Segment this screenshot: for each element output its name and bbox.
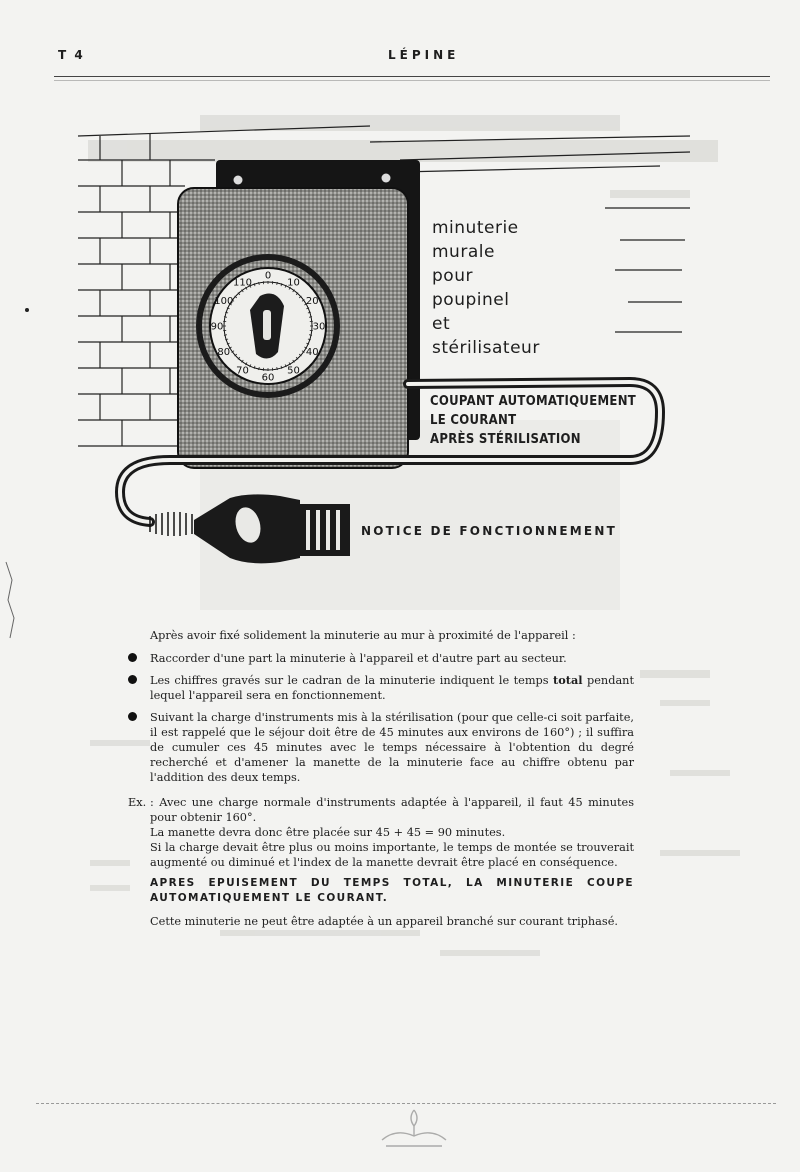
bullet-icon — [128, 675, 137, 684]
page-header — [58, 46, 744, 70]
caption-line: et — [432, 314, 451, 334]
caption-line: stérilisateur — [432, 338, 540, 358]
dial-number: 30 — [312, 321, 326, 333]
example-text: La manette devra donc être placée sur 45 + 45 = 90 minutes. — [150, 826, 506, 839]
warning-caps: APRES EPUISEMENT DU TEMPS TOTAL, LA MINUTERIE COUPE AUTOMATIQUEMENT LE COURANT. — [150, 877, 634, 904]
caption-line: murale — [432, 242, 495, 262]
header-rule — [54, 76, 770, 77]
header-rule-secondary — [54, 80, 770, 81]
closing-note: Cette minuterie ne peut être adaptée à un appareil branché sur courant triphasé. — [150, 915, 618, 928]
dial-number: 90 — [210, 321, 224, 333]
dial-number: 20 — [305, 296, 319, 307]
margin-scribble — [4, 560, 22, 640]
dial-number: 50 — [287, 365, 300, 377]
illustration-caption — [432, 216, 540, 360]
instruction-text: Raccorder d'une part la minuterie à l'appareil et d'autre part au secteur. — [150, 652, 567, 665]
dial-number: 40 — [305, 347, 319, 358]
example-label: Ex. — [128, 796, 147, 809]
example-text: : Avec une charge normale d'instruments adaptée à l'appareil, il faut 45 minutes pour obtenir 160°. — [150, 796, 634, 824]
dial-number: 100 — [214, 296, 234, 307]
bullet-icon — [128, 712, 137, 721]
dial-number: 60 — [261, 372, 275, 384]
instruction-item — [150, 710, 634, 785]
example-text: Si la charge devait être plus ou moins importante, le temps de montée se trouverait augmenté ou diminué et l'index de la manette devrait être placé en conséquence. — [150, 841, 634, 869]
intro-paragraph: Après avoir fixé solidement la minuterie au mur à proximité de l'appareil : — [150, 629, 576, 642]
cutting-line: COUPANT AUTOMATIQUEMENT — [430, 394, 637, 409]
brand-name: LÉPINE — [388, 48, 460, 62]
instruction-text — [150, 673, 634, 703]
dial-number: 10 — [287, 277, 300, 289]
instruction-text-part: pendant lequel l'appareil sera en fonctionnement. — [150, 674, 634, 702]
example-block — [128, 795, 634, 870]
caption-line: minuterie — [432, 218, 519, 238]
cutting-line: APRÈS STÉRILISATION — [430, 432, 581, 447]
notice-title: NOTICE DE FONCTIONNEMENT — [361, 524, 617, 538]
dial-number: 110 — [232, 277, 253, 289]
bullet-icon — [128, 653, 137, 662]
cutting-power-note — [430, 392, 636, 449]
dial-number: 80 — [217, 347, 231, 358]
page-code: T 4 — [58, 48, 85, 62]
instruction-text-part: Les chiffres gravés sur le cadran de la minuterie indiquent le temps — [150, 674, 553, 687]
caption-line: pour — [432, 266, 473, 286]
margin-dot — [25, 308, 29, 312]
publisher-emblem — [376, 1106, 452, 1150]
instructions-body — [128, 628, 634, 929]
instruction-text: Suivant la charge d'instruments mis à la stérilisation (pour que celle-ci soit parfaite, il est rappelé que le séjour doit être de 45 minutes aux environs de 160°) ; il suffira de cumuler ces 45 minutes avec le temps nécessaire à l'obtention du degré recherché et d'amener la manette de la minuterie face au chiffre obtenu par l'addition des deux temps. — [150, 711, 634, 784]
footer-rule — [36, 1103, 776, 1104]
dial-number: 0 — [264, 270, 272, 282]
timer-illustration — [70, 120, 690, 590]
dial-number: 70 — [236, 365, 249, 377]
instruction-item — [150, 651, 634, 666]
cutting-line: LE COURANT — [430, 413, 517, 428]
instruction-item — [150, 673, 634, 703]
instruction-emphasis: total — [553, 673, 583, 687]
caption-line: poupinel — [432, 290, 510, 310]
